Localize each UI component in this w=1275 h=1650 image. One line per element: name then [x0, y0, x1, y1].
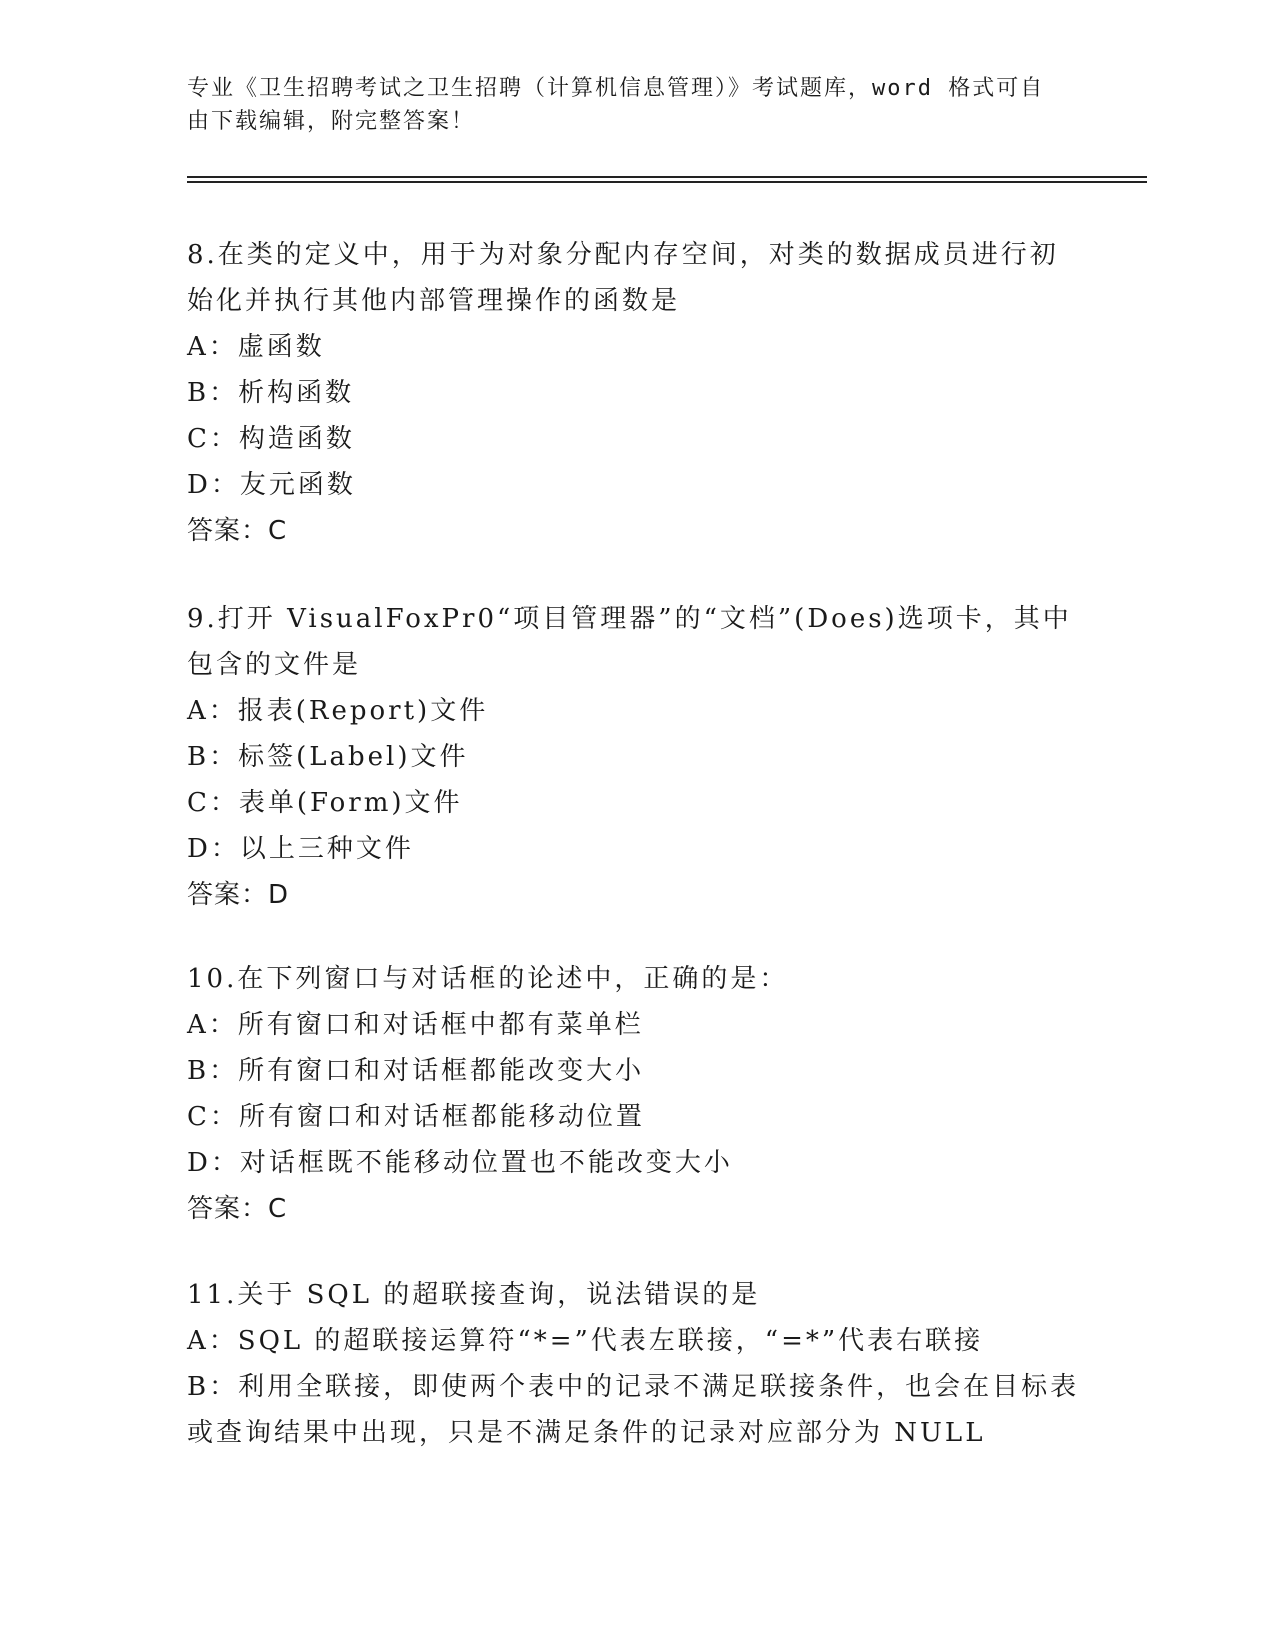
- option-c: C：表单(Form)文件: [187, 788, 463, 818]
- header-line: 由下载编辑，附完整答案！: [187, 109, 476, 134]
- option-d: D：对话框既不能移动位置也不能改变大小: [187, 1148, 733, 1178]
- option-b: B：利用全联接，即使两个表中的记录不满足联接条件，也会在目标表: [187, 1372, 1080, 1402]
- option-a: A：虚函数: [187, 332, 325, 362]
- question-text: 9.打开 VisualFoxPr0“项目管理器”的“文档”(Does)选项卡，其中: [187, 604, 1072, 634]
- question-text: 8.在类的定义中，用于为对象分配内存空间，对类的数据成员进行初: [187, 240, 1059, 270]
- answer-text: 答案：C: [187, 516, 288, 546]
- option-b: B：标签(Label)文件: [187, 742, 469, 772]
- question-block: [187, 596, 1087, 918]
- option-b: B：所有窗口和对话框都能改变大小: [187, 1056, 645, 1086]
- option-d: D：友元函数: [187, 470, 356, 500]
- option-b-continued: 或查询结果中出现，只是不满足条件的记录对应部分为 NULL: [187, 1418, 986, 1448]
- option-a: A：SQL 的超联接运算符“*=”代表左联接，“=*”代表右联接: [187, 1326, 984, 1356]
- header-divider: [187, 181, 1147, 183]
- option-a: A：所有窗口和对话框中都有菜单栏: [187, 1010, 644, 1040]
- question-block: [187, 956, 1087, 1232]
- option-b: B：析构函数: [187, 378, 355, 408]
- question-text: 11.关于 SQL 的超联接查询，说法错误的是: [187, 1280, 761, 1310]
- option-d: D：以上三种文件: [187, 834, 414, 864]
- header-line: 专业《卫生招聘考试之卫生招聘（计算机信息管理）》考试题库，word 格式可自: [187, 76, 1045, 101]
- option-c: C：所有窗口和对话框都能移动位置: [187, 1102, 645, 1132]
- question-block: [187, 1272, 1087, 1456]
- question-text: 包含的文件是: [187, 650, 362, 680]
- document-header: [187, 72, 1067, 138]
- answer-text: 答案：D: [187, 880, 290, 910]
- option-c: C：构造函数: [187, 424, 355, 454]
- answer-text: 答案：C: [187, 1194, 288, 1224]
- option-a: A：报表(Report)文件: [187, 696, 489, 726]
- question-text: 10.在下列窗口与对话框的论述中，正确的是：: [187, 964, 789, 994]
- question-block: [187, 232, 1087, 554]
- question-text: 始化并执行其他内部管理操作的函数是: [187, 286, 681, 316]
- header-divider: [187, 176, 1147, 178]
